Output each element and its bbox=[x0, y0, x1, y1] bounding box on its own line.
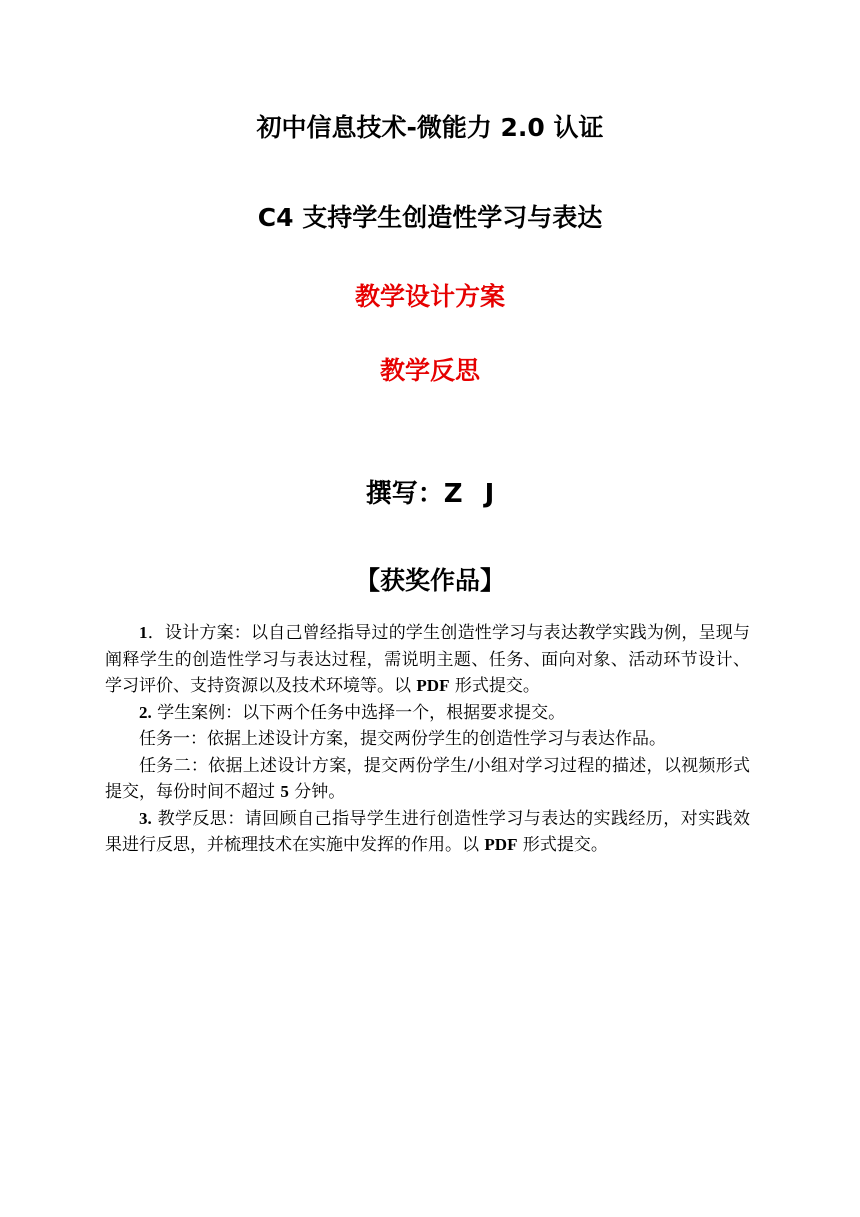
paragraph-number: 1 bbox=[139, 623, 148, 642]
requirements-body bbox=[105, 620, 750, 859]
award-heading: 【获奖作品】 bbox=[354, 566, 505, 595]
minutes-value: 5 bbox=[280, 782, 289, 801]
reflection-heading: 教学反思 bbox=[379, 356, 480, 385]
paragraph-tail: 形式提交。 bbox=[517, 835, 608, 855]
paragraph-task-one bbox=[105, 726, 750, 753]
format-label: PDF bbox=[484, 835, 518, 854]
paragraph-text: ．设计方案：以自己曾经指导过的学生创造性学习与表达教学实践为例，呈现与阐释学生的创造性学习与表达过程，需说明主题、任务、面向对象、活动环节设计、学习评价、支持资源以及技术环境等。以 bbox=[105, 623, 750, 696]
author-initial-2: J bbox=[484, 479, 495, 509]
paragraph-number: 2. bbox=[139, 702, 152, 722]
author-line bbox=[0, 476, 860, 512]
author-label: 撰写： bbox=[365, 479, 444, 509]
author-initial-1: Z bbox=[443, 479, 463, 509]
paragraph-tail: 分钟。 bbox=[288, 782, 346, 802]
paragraph-text: 任务一：依据上述设计方案，提交两份学生的创造性学习与表达作品。 bbox=[139, 729, 666, 749]
paragraph-student-case bbox=[105, 700, 750, 727]
paragraph-text: 学生案例：以下两个任务中选择一个，根据要求提交。 bbox=[151, 702, 566, 723]
format-label: PDF bbox=[416, 676, 450, 695]
paragraph-task-two bbox=[105, 753, 750, 806]
paragraph-text: 任务二：依据上述设计方案，提交两份学生/小组对学习过程的描述，以视频形式提交，每份时间不超过 bbox=[105, 755, 750, 802]
paragraph-reflection bbox=[105, 806, 750, 859]
paragraph-number: 3. bbox=[139, 808, 152, 828]
course-title: C4 支持学生创造性学习与表达 bbox=[257, 203, 603, 232]
design-heading: 教学设计方案 bbox=[354, 282, 505, 311]
paragraph-text: 教学反思：请回顾自己指导学生进行创造性学习与表达的实践经历，对实践效果进行反思，并梳理技术在实施中发挥的作用。以 bbox=[105, 808, 750, 855]
paragraph-tail: 形式提交。 bbox=[449, 676, 540, 696]
paragraph-design-plan bbox=[105, 620, 750, 700]
document-title: 初中信息技术-微能力 2.0 认证 bbox=[256, 113, 604, 142]
